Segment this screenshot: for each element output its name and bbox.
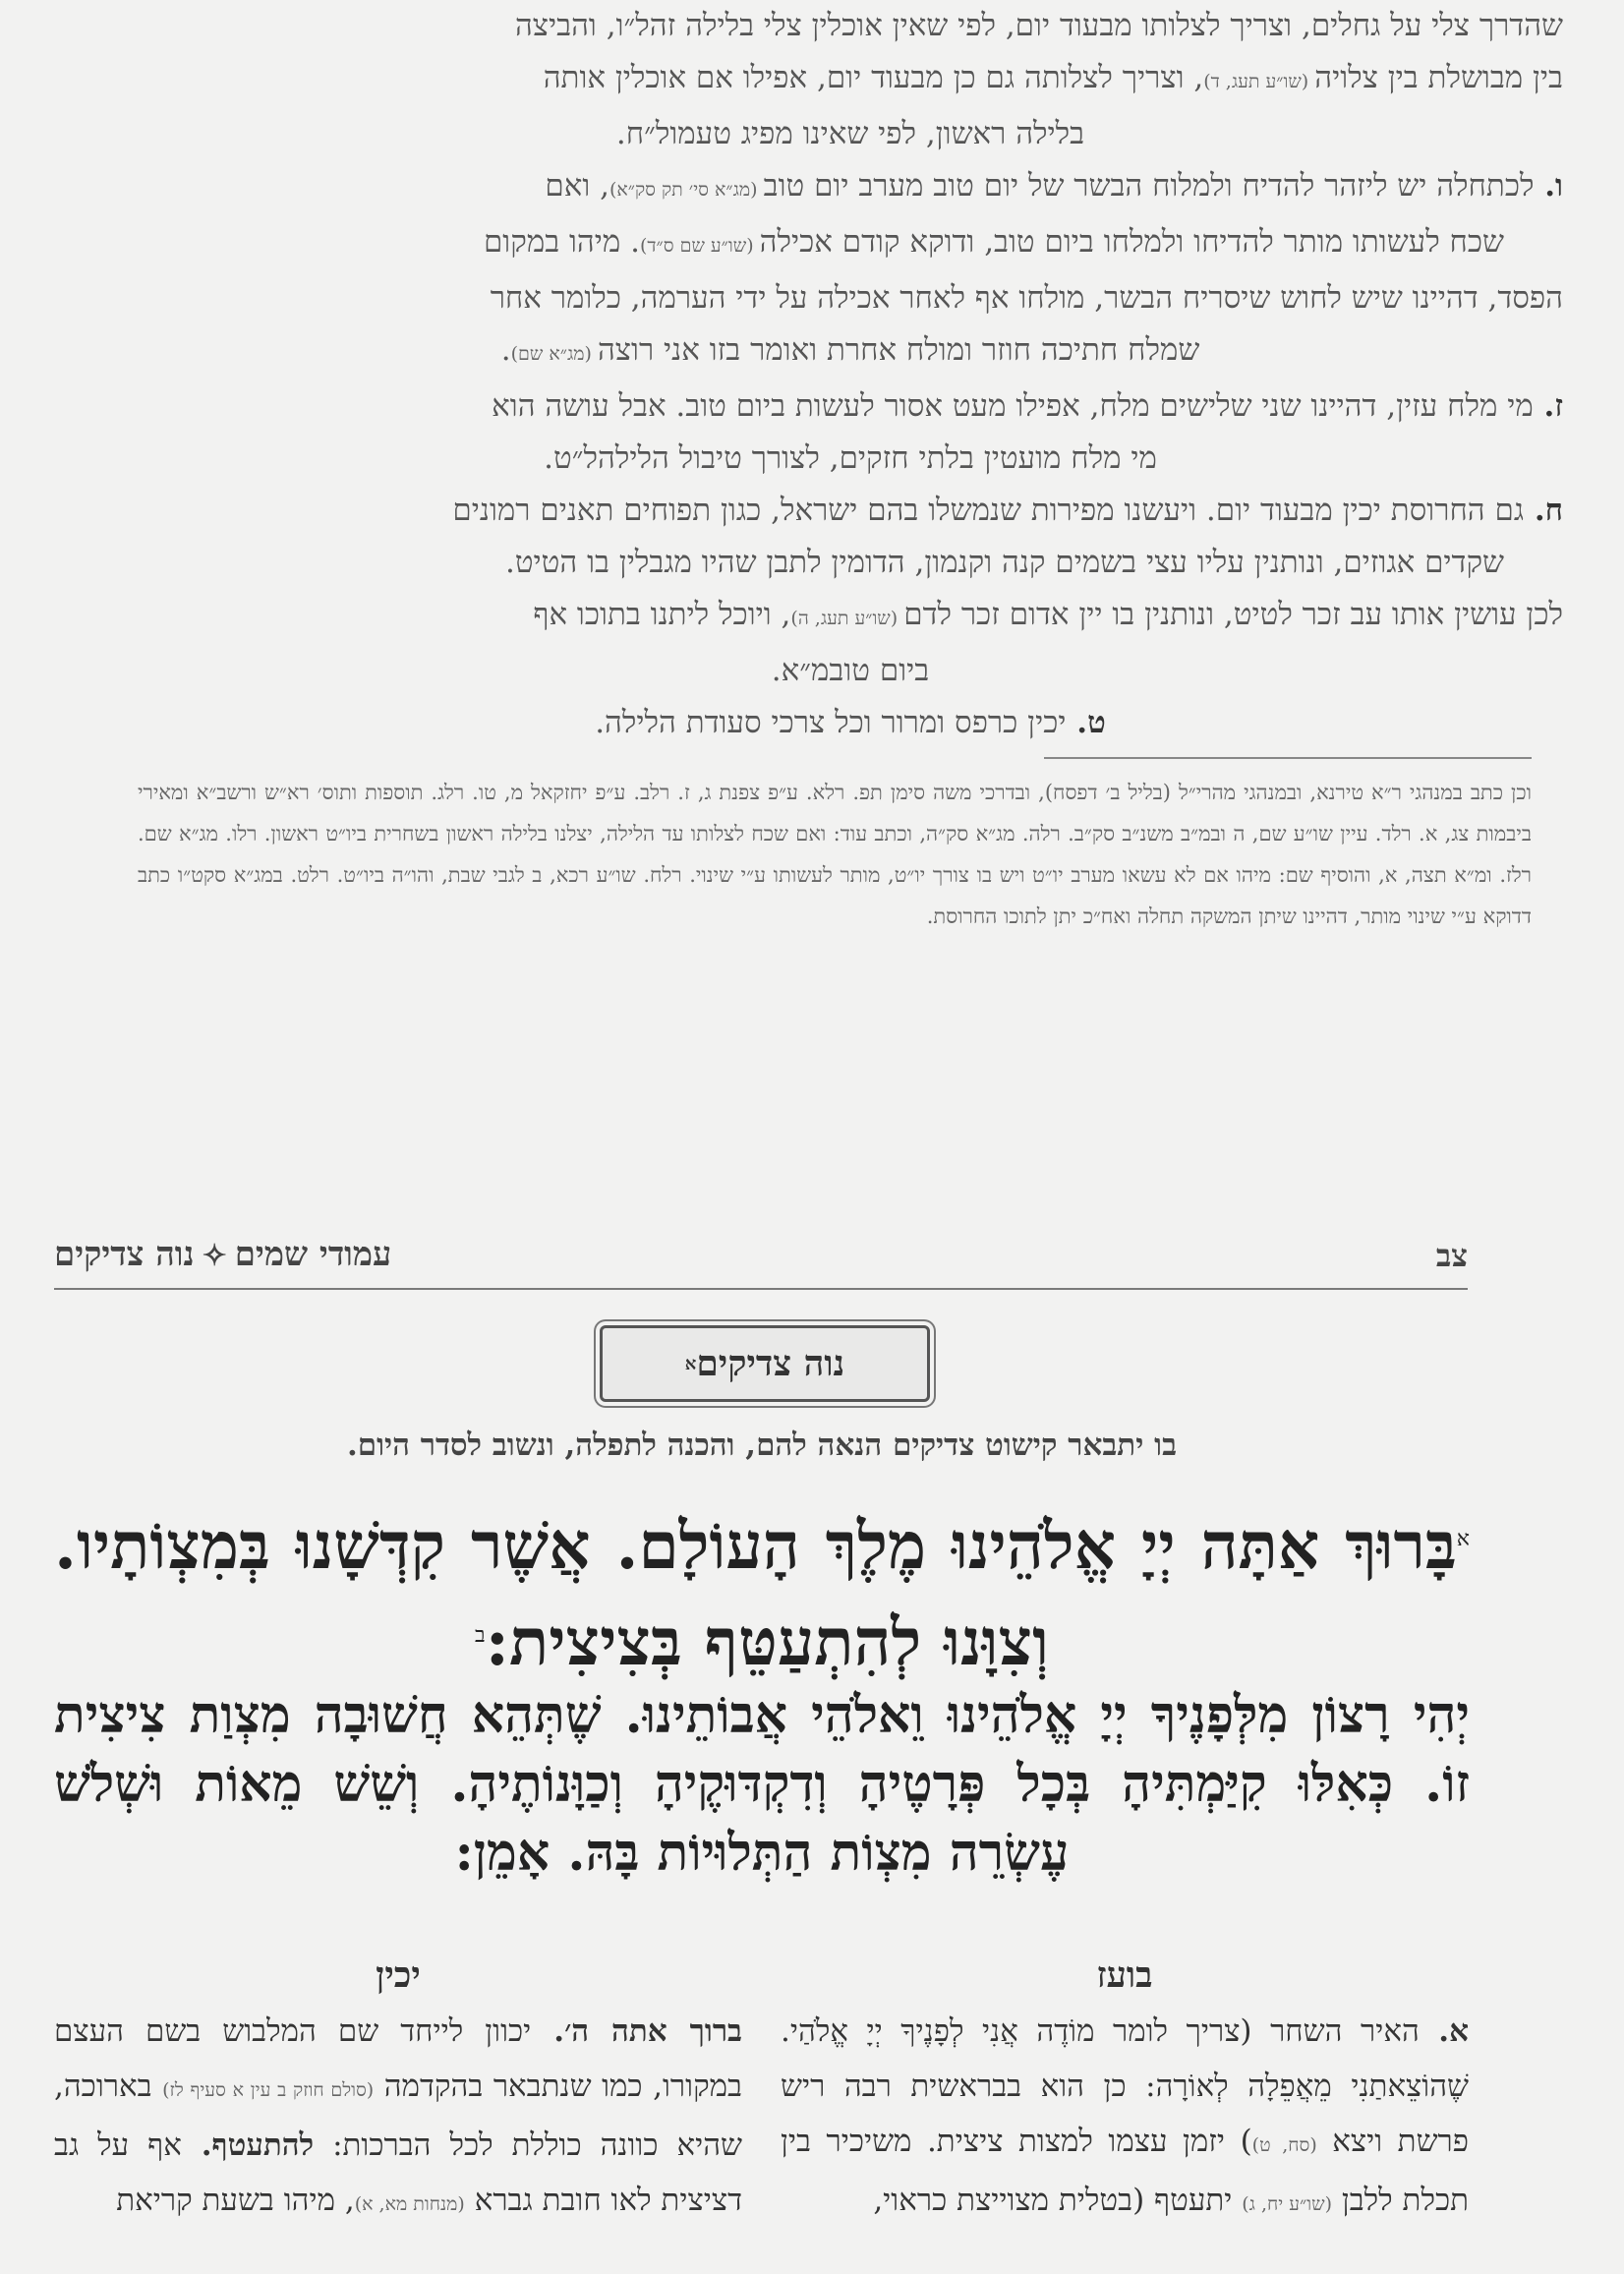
lemma: ברוך אתה ה׳. bbox=[531, 2013, 742, 2049]
paragraph-line bbox=[138, 537, 1563, 589]
paragraph-line bbox=[138, 380, 1563, 433]
blessing-end-marker: ב bbox=[475, 1623, 486, 1648]
line-tail: , ויוכל ליתנו בתוכו אף bbox=[533, 597, 791, 632]
line-tail: , וצריך לצלותה גם כן מבעוד יום, אפילו אם אוכלין אותה bbox=[543, 60, 1204, 95]
section-letter: ח. bbox=[1524, 493, 1563, 528]
chapter-title: נוה צדיקים bbox=[696, 1343, 845, 1384]
line-text: שמלח חתיכה חוזר ומולח אחרת ואומר בזו אני רוצה bbox=[597, 332, 1200, 368]
line-text: הפסד, דהיינו שיש לחוש שיסריח הבשר, מולחו אף לאחר אכילה על ידי הערמה, כלומר אחר bbox=[490, 280, 1563, 316]
line-text: שהדרך צלי על גחלים, וצריך לצלותו מבעוד יום, לפי שאין אוכלין צלי בלילה זה bbox=[649, 8, 1563, 43]
commentary-text: אף על גב דציצית לאו חובת גברא bbox=[54, 2128, 742, 2218]
commentary-text: יכוון לייחד שם המלבוש בשם העצם במקורו, כמו שנתבאר בהקדמה bbox=[54, 2013, 742, 2104]
section-title: נוה צדיקים bbox=[54, 1235, 195, 1274]
line-text: שכח לעשותו מותר להדיחו ולמלחו ביום טוב, ודוקא קודם אכילה bbox=[759, 224, 1504, 260]
line-tail: מ״א. bbox=[771, 653, 830, 688]
source-citation: (סח, ט) bbox=[1251, 2134, 1317, 2156]
header-rule bbox=[54, 1288, 1468, 1290]
paragraph-line bbox=[138, 108, 1563, 160]
book-title: עמודי שמים bbox=[234, 1235, 392, 1274]
commentary-text: בארוכה, שהיא כוונה כוללת לכל הברכות: bbox=[54, 2069, 742, 2163]
blessing-marker: א bbox=[1456, 1527, 1470, 1551]
paragraph-line bbox=[138, 0, 1563, 52]
lemma: א. bbox=[1419, 2013, 1469, 2049]
line-text: גם החרוסת יכין מבעוד יום. ויעשנו מפירות שנמשלו בהם ישראל, כגון תפוחים תאנים רמונים bbox=[452, 493, 1525, 528]
line-tail: . bbox=[500, 332, 511, 368]
source-citation: (סולם חוזק ב עין א סעיף לז) bbox=[162, 2079, 375, 2101]
line-tail: ל״ט. bbox=[544, 440, 598, 476]
prayer-text: יְהִי רָצוֹן מִלְּפָנֶיךָ יְיָ אֱלֹהֵינוּ וֵאלֹהֵי אֲבוֹתֵינוּ. שֶׁתְּהֵא חֲשׁוּבָה מִצְוַת צִיצִית זוֹ. כְּאִלּוּ קִיַּמְתִּיהָ בְּכָל פְּרָטֶיהָ וְדִקְדּוּקֶיהָ וְכַוָּנוֹתֶיהָ. וְשֵׁשׁ מֵאוֹת וּשְׁלֹשׁ עֶשְׂרֵה מִצְוֹת הַתְּלוּיוֹת בָּהּ. אָמֵן: bbox=[54, 1685, 1470, 1883]
source-citation: (שו״ע שם ס״ד) bbox=[639, 235, 760, 257]
column-text-boaz bbox=[781, 2004, 1469, 2232]
paragraph-line bbox=[138, 324, 1563, 380]
blessing-body: בָּרוּךְ אַתָּה יְיָ אֱלֹהֵינוּ מֶלֶךְ הָעוֹלָם. אֲשֶׁר קִדְּשָׁנוּ בְּמִצְוֹתָיו. וְצִוָּנוּ לְהִתְעַטֵּף בְּצִיצִית: bbox=[54, 1507, 1457, 1680]
paragraph-line bbox=[138, 433, 1563, 485]
source-citation: (מג״א שם) bbox=[510, 343, 598, 365]
line-tail: ל״ו, והביצה bbox=[514, 8, 650, 43]
source-citation: (שו״ע תעג, ד) bbox=[1203, 71, 1315, 92]
chapter-title-box bbox=[600, 1325, 930, 1402]
page-number: צב bbox=[1435, 1237, 1468, 1274]
chapter-intro: בו יתבאר קישוט צדיקים הנאה להם, והכנה לתפלה, ונשוב לסדר היום. bbox=[346, 1428, 1178, 1463]
source-citation: (מג״א סי׳ תק סק״א) bbox=[609, 179, 764, 201]
paragraph-line bbox=[138, 272, 1563, 324]
paragraph-line bbox=[138, 645, 1563, 697]
previous-page-text bbox=[138, 0, 1563, 749]
line-text: בין מבושלת בין צלויה bbox=[1314, 60, 1563, 95]
paragraph-line bbox=[138, 160, 1563, 216]
footnote-separator bbox=[1044, 757, 1532, 759]
source-citation: (שו״ע יח, ג) bbox=[1242, 2193, 1332, 2215]
paragraph-line bbox=[138, 52, 1563, 108]
line-text: יכין כרפס ומרור וכל צרכי סעודת הלילה. bbox=[595, 705, 1067, 740]
column-text-yachin bbox=[54, 2004, 742, 2232]
paragraph-line bbox=[138, 697, 1563, 749]
chapter-title-marker: א bbox=[684, 1353, 697, 1374]
line-text: לכן עושין אותו עב זכר לטיט, ונותנין בו יין אדום זכר לדם bbox=[903, 597, 1563, 632]
commentary-boaz bbox=[781, 1954, 1469, 2232]
section-letter: ו. bbox=[1534, 168, 1563, 204]
lemma: להתעטף. bbox=[181, 2128, 315, 2163]
paragraph-line bbox=[138, 216, 1563, 272]
section-letter: ט. bbox=[1066, 705, 1106, 740]
paragraph-line bbox=[138, 589, 1563, 645]
column-heading-boaz: בועז bbox=[1096, 1954, 1153, 1996]
source-citation: (שו״ע תעג, ה) bbox=[790, 608, 904, 629]
column-heading-yachin: יכין bbox=[376, 1954, 421, 1996]
line-text: שקדים אגוזים, ונותנין עליו עצי בשמים קנה וקנמון, הדומין לתבן שהיו מגבלין בו הטיט. bbox=[504, 545, 1504, 580]
line-tail: , ואם bbox=[545, 168, 609, 204]
line-text: מי מלח עזין, דהיינו שני שלישים מלח, אפילו מעט אסור לעשות ביום טוב. אבל עושה הוא bbox=[492, 388, 1534, 424]
line-text: ביום טוב bbox=[829, 653, 930, 688]
line-text: לכתחלה יש ליזהר להדיח ולמלוח הבשר של יום טוב מערב יום טוב bbox=[763, 168, 1535, 204]
commentary-text: יתעטף (בטלית מצוייצת כראוי, bbox=[873, 2183, 1243, 2218]
line-text: בלילה ראשון, לפי שאינו מפיג טעמו bbox=[669, 116, 1085, 151]
section-letter: ז. bbox=[1533, 388, 1563, 424]
paragraph-line bbox=[138, 485, 1563, 537]
commentary-yachin bbox=[54, 1954, 742, 2232]
running-header bbox=[54, 1231, 1468, 1286]
blessing-text bbox=[54, 1494, 1470, 1687]
ornament-icon: ✧ bbox=[202, 1239, 227, 1273]
commentary-text: האיר השחר (צריך לומר מוֹדֶה אֲנִי לְפָנֶיךָ יְיָ אֱלֹהַי. שֶׁהוֹצֵאתַנִי מֵאֲפֵלָה לְאוֹרָה: כן הוא בבראשית רבה ריש פרשת ויצא bbox=[781, 2013, 1470, 2159]
running-title bbox=[54, 1235, 391, 1274]
commentary-text: ) יזמן עצמו למצות ציצית. משיכיר בין תכלת ללבן bbox=[781, 2124, 1469, 2218]
line-text: מי מלח מועטין בלתי חזקים, לצורך טיבול הלילה bbox=[598, 440, 1157, 476]
line-tail: . מיהו במקום bbox=[483, 224, 640, 260]
line-tail: ל״ח. bbox=[615, 116, 670, 151]
source-citation: (מנחות מא, א) bbox=[354, 2193, 465, 2215]
footnotes: וכן כתב במנהגי ר״א טירנא, ובמנהגי מהרי״ל (בליל ב׳ דפסח), ובדרכי משה סימן תפ. רלא. ע״פ צפנת ג, ז. רלב. ע״פ יחזקאל מ, טו. רלג. תוספות ותוס׳ רא״ש ורשב״א ומאירי ביבמות צג, א. רלד. עיין שו״ע שם, ה ובמ״ב משנ״ב סק״ב. רלה. מג״א סק״ה, וכתב עוד: ואם שכח לצלותו עד הלילה, יצלנו בלילה ראשון בשחרית ביו״ט ראשון. רלו. מג״א שם. רלז. ומ״א תצה, א, והוסיף שם: מיהו אם לא עשאו מערב יו״ט ויש בו צורך יו״ט, מותר לעשותו ע״י שינוי. רלח. שו״ע רכא, ב לגבי שבת, והו״ה ביו״ט. רלט. במג״א סקט״ו כתב דדוקא ע״י שינוי מותר, דהיינו שיתן המשקה תחלה ואח״כ יתן לתוכו החרוסת. bbox=[138, 781, 1532, 928]
commentary-text: , מיהו בשעת קריאת bbox=[116, 2183, 355, 2218]
